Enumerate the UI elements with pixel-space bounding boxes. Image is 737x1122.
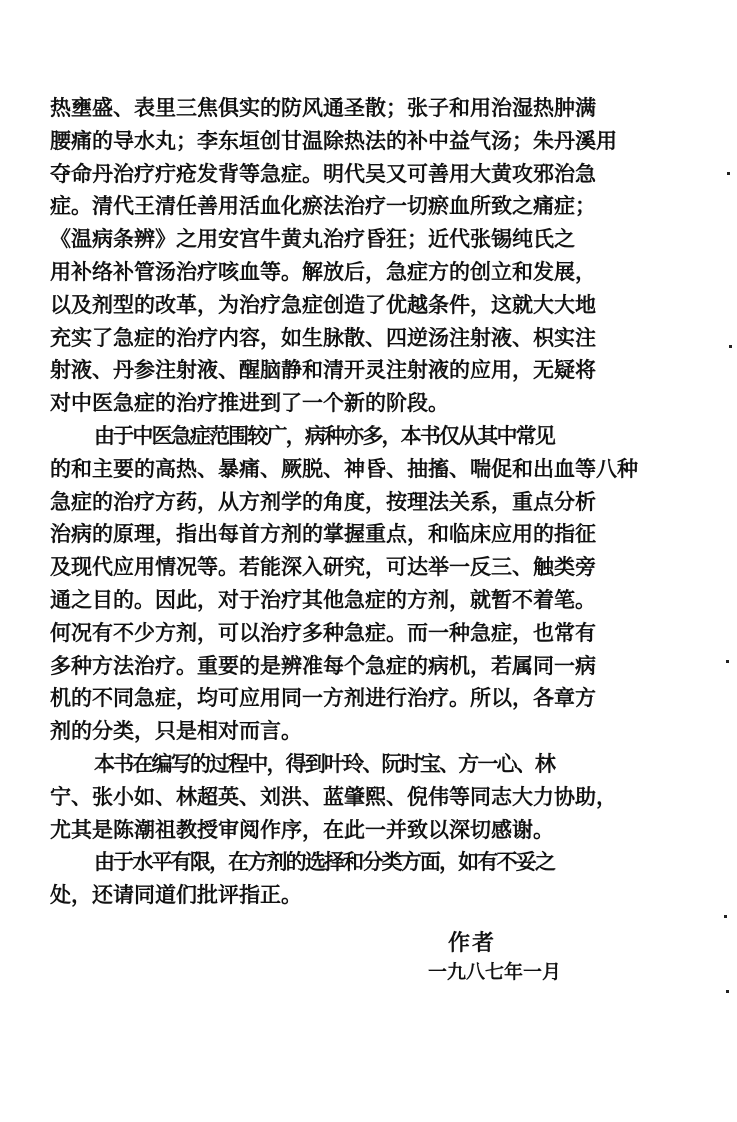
scan-speck (727, 172, 730, 175)
text-line: 机的不同急症，均可应用同一方剂进行治疗。所以，各章方 (50, 685, 596, 711)
text-line: 急症的治疗方药，从方剂学的角度，按理法关系，重点分析 (50, 488, 596, 514)
text-line: 用补络补管汤治疗咳血等。解放后，急症方的创立和发展， (50, 258, 596, 284)
scan-speck (724, 915, 727, 918)
signature-date: 一九八七年一月 (428, 961, 562, 983)
text-line: 及现代应用情况等。若能深入研究，可达举一反三、触类旁 (50, 554, 596, 580)
text-line: 热壅盛、表里三焦俱实的防风通圣散；张子和用治湿热肿满 (50, 95, 596, 120)
text-line: 由于中医急症范围较广，病种亦多，本书仅从其中常见 (94, 422, 554, 448)
text-line: 多种方法治疗。重要的是辨准每个急症的病机，若属同一病 (50, 652, 596, 678)
paragraph (50, 92, 670, 420)
text-line: 尤其是陈潮祖教授审阅作序，在此一并致以深切感谢。 (50, 816, 554, 842)
text-line: 夺命丹治疗疔疮发背等急症。明代吴又可善用大黄攻邪治急 (50, 160, 596, 186)
text-line: 剂的分类，只是相对而言。 (50, 718, 302, 744)
text-line: 由于水平有限，在方剂的选择和分类方面，如有不妥之 (94, 849, 554, 875)
text-line: 宁、张小如、林超英、刘洪、蓝肇熙、倪伟等同志大力协助， (50, 783, 617, 809)
paragraph (50, 846, 670, 912)
text-line: 处，还请同道们批评指正。 (50, 882, 302, 908)
text-line: 通之目的。因此，对于治疗其他急症的方剂，就暂不着笔。 (50, 586, 596, 612)
text-line: 的和主要的高热、暴痛、厥脱、神昏、抽搐、喘促和出血等八种 (50, 455, 638, 481)
text-line: 本书在编写的过程中，得到叶玲、阮时宝、方一心、林 (94, 750, 554, 776)
text-line: 对中医急症的治疗推进到了一个新的阶段。 (50, 390, 449, 416)
document-body (50, 92, 670, 912)
author-signature: 作者 (448, 930, 497, 956)
scan-speck (729, 345, 732, 348)
text-line: 何况有不少方剂，可以治疗多种急症。而一种急症，也常有 (50, 619, 596, 645)
text-line: 腰痛的导水丸；李东垣创甘温除热法的补中益气汤；朱丹溪用 (50, 127, 617, 153)
text-line: 《温病条辨》之用安宫牛黄丸治疗昏狂；近代张锡纯氏之 (50, 226, 575, 252)
paragraph (50, 420, 670, 748)
text-line: 以及剂型的改革，为治疗急症创造了优越条件，这就大大地 (50, 291, 596, 317)
text-line: 症。清代王清任善用活血化瘀法治疗一切瘀血所致之痛症； (50, 193, 596, 219)
text-line: 充实了急症的治疗内容，如生脉散、四逆汤注射液、枳实注 (50, 324, 596, 350)
text-line: 射液、丹参注射液、醒脑静和清开灵注射液的应用，无疑将 (50, 357, 596, 383)
text-line: 治病的原理，指出每首方剂的掌握重点，和临床应用的指征 (50, 521, 596, 547)
scan-speck (726, 660, 729, 663)
scan-speck (726, 990, 729, 993)
paragraph (50, 748, 670, 846)
